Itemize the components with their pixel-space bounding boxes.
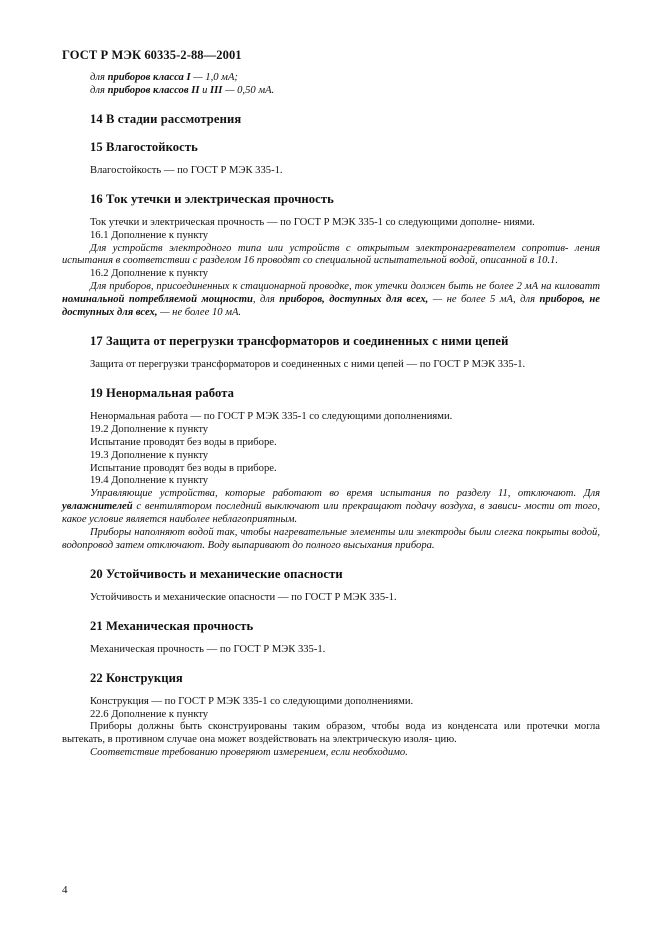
section-20-text: Устойчивость и механические опасности — по ГОСТ Р МЭК 335-1. bbox=[90, 591, 397, 603]
section-19-text: Ненормальная работа — по ГОСТ Р МЭК 335-1 со следующими дополнениями. bbox=[90, 410, 453, 422]
clause-16-1-heading: 16.1 Дополнение к пункту bbox=[90, 229, 209, 241]
clause-22-6-compliance: Соответствие требованию проверяют измерением, если необходимо. bbox=[90, 747, 408, 759]
clause-16-1-text: Для устройств электродного типа или устройств с открытым электронагревателем сопротив- ления испытания в соответствии с разделом 16 проводят со специальной испытательной водой, описанной в 10.1. bbox=[62, 242, 600, 267]
clause-19-3-heading: 19.3 Дополнение к пункту bbox=[90, 449, 209, 461]
section-16-text: Ток утечки и электрическая прочность — по ГОСТ Р МЭК 335-1 со следующими дополне- ниями. bbox=[90, 216, 535, 228]
clause-19-2-text: Испытание проводят без воды в приборе. bbox=[90, 436, 277, 448]
section-22-text: Конструкция — по ГОСТ Р МЭК 335-1 со следующими дополнениями. bbox=[90, 695, 414, 707]
clause-19-4-text-2: Приборы наполняют водой так, чтобы нагревательные элементы или электроды были слегка покрыты водой, водопровод затем отключают. Воду выпаривают до полного высыхания прибора. bbox=[62, 527, 600, 551]
clause-19-4-text: Управляющие устройства, которые работают во время испытания по разделу 11, отключают. Для увлажнителей с вентилятором последний выключают или прекращают подачу воздуха, в зависи- мости от того, какое условие является наиболее неблагоприятным. bbox=[62, 488, 600, 526]
section-21-text: Механическая прочность — по ГОСТ Р МЭК 335-1. bbox=[90, 643, 326, 655]
intro-line-2: для приборов классов II и III — 0,50 мА. bbox=[90, 84, 275, 96]
page-number: 4 bbox=[62, 884, 68, 896]
section-22-title: 22 Конструкция bbox=[90, 670, 183, 685]
clause-19-4-heading: 19.4 Дополнение к пункту bbox=[90, 475, 209, 487]
section-19-title: 19 Ненормальная работа bbox=[90, 385, 235, 400]
section-17-text: Защита от перегрузки трансформаторов и соединенных с ними цепей — по ГОСТ Р МЭК 335-1. bbox=[90, 358, 526, 370]
clause-22-6-heading: 22.6 Дополнение к пункту bbox=[90, 708, 209, 720]
page-content bbox=[62, 72, 600, 760]
section-16-title: 16 Ток утечки и электрическая прочность bbox=[90, 191, 334, 206]
section-17-title: 17 Защита от перегрузки трансформаторов и соединенных с ними цепей bbox=[90, 333, 509, 348]
section-14-title: 14 В стадии рассмотрения bbox=[90, 111, 242, 126]
clause-16-2-text: Для приборов, присоединенных к стационарной проводке, ток утечки должен быть не более 2 мА на киловатт номинальной потребляемой мощности, для приборов, доступных для всех, — не более 5 мА, для приборов, не доступных для всех, — не более 10 мА. bbox=[62, 281, 600, 319]
clause-19-3-text: Испытание проводят без воды в приборе. bbox=[90, 462, 277, 474]
section-15-text: Влагостойкость — по ГОСТ Р МЭК 335-1. bbox=[90, 164, 283, 176]
section-15-title: 15 Влагостойкость bbox=[90, 139, 198, 154]
page-header: ГОСТ Р МЭК 60335-2-88—2001 bbox=[62, 48, 242, 62]
clause-22-6-text: Приборы должны быть сконструированы таким образом, чтобы вода из конденсата или протечки могла вытекать, в противном случае она может воздействовать на электрическую изоля- цию. bbox=[62, 721, 600, 746]
clause-16-2-heading: 16.2 Дополнение к пункту bbox=[90, 268, 209, 280]
clause-19-2-heading: 19.2 Дополнение к пункту bbox=[90, 423, 209, 435]
intro-line-1: для приборов класса I — 1,0 мА; bbox=[90, 72, 238, 83]
section-21-title: 21 Механическая прочность bbox=[90, 618, 254, 633]
section-20-title: 20 Устойчивость и механические опасности bbox=[90, 566, 343, 581]
